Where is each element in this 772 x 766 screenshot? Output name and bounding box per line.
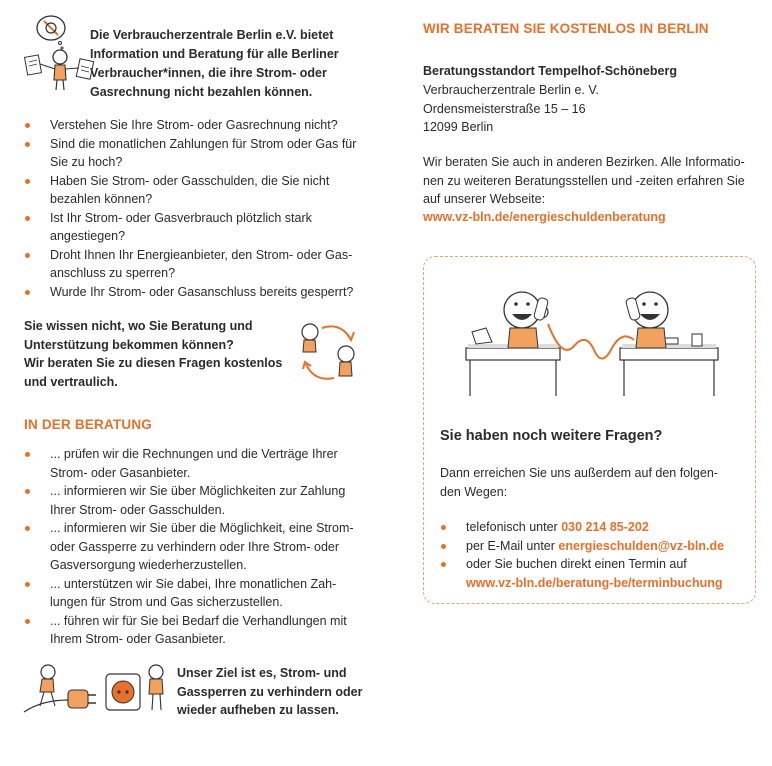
box-title: Sie haben noch weitere Fragen? [440, 428, 663, 444]
goal-text: Unser Ziel ist es, Strom- und Gassperren zu verhindern oder wieder aufheben zu lassen. [177, 666, 363, 717]
list-item: telefonisch unter 030 214 85-202 [438, 518, 748, 537]
beratung-heading: IN DER BERATUNG [24, 417, 153, 432]
contact-list [438, 518, 748, 592]
list-item: Ist Ihr Strom- oder Gasverbrauch plötzlich stark angestiegen? [22, 209, 367, 246]
list-item: ... führen wir für Sie bei Bedarf die Verhandlungen mit Ihrem Strom- oder Gasanbieter. [22, 612, 367, 649]
plug-socket-illustration [22, 660, 172, 718]
list-item: ... informieren wir Sie über Möglichkeiten zur Zahlung Ihrer Strom- oder Gasschulden. [22, 482, 367, 519]
phone-call-illustration [462, 280, 722, 400]
help-text: Sie wissen nicht, wo Sie Beratung und Unterstützung bekommen können? Wir beraten Sie zu diesen Fragen kostenlos und vertraulich. [24, 319, 283, 389]
website-link[interactable]: www.vz-bln.de/energieschuldenberatung [423, 210, 666, 224]
phone-link[interactable]: 030 214 85-202 [561, 520, 649, 534]
list-item: Sind die monatlichen Zahlungen für Strom oder Gas für Sie zu hoch? [22, 135, 367, 172]
right-heading: WIR BERATEN SIE KOSTENLOS IN BERLIN [423, 21, 709, 36]
list-item: oder Sie buchen direkt einen Termin auf www.vz-bln.de/beratung-be/terminbuchung [438, 555, 748, 592]
list-item: ... informieren wir Sie über die Möglichkeit, eine Strom- oder Gassperre zu verhindern oder Ihre Strom- oder Gasversorgung wiederherzustellen. [22, 519, 367, 575]
intro-text: Die Verbraucherzentrale Berlin e.V. bietet Information und Beratung für alle Berliner Verbraucher*innen, die ihre Strom- oder Gasrechnung nicht bezahlen können. [90, 28, 339, 99]
location-title: Beratungsstandort Tempelhof-Schöneberg [423, 64, 677, 78]
question-list [22, 116, 367, 301]
list-item: per E-Mail unter energieschulden@vz-bln.de [438, 537, 748, 556]
list-item: Droht Ihnen Ihr Energieanbieter, den Strom- oder Gas-anschluss zu sperren? [22, 246, 367, 283]
booking-link[interactable]: www.vz-bln.de/beratung-be/terminbuchung [466, 575, 723, 590]
other-districts-text: Wir beraten Sie auch in anderen Bezirken. Alle Informatio- nen zu weiteren Beratungsstellen und -zeiten erfahren Sie auf unserer Webseite: [423, 155, 745, 206]
list-item: Haben Sie Strom- oder Gasschulden, die Sie nicht bezahlen können? [22, 172, 367, 209]
list-item: Wurde Ihr Strom- oder Gasanschluss bereits gesperrt? [22, 283, 367, 302]
person-with-bills-illustration [18, 12, 100, 92]
list-item: ... prüfen wir die Rechnungen und die Verträge Ihrer Strom- oder Gasanbieter. [22, 445, 367, 482]
email-link[interactable]: energieschulden@vz-bln.de [558, 538, 725, 553]
address-block: Verbraucherzentrale Berlin e. V. Ordensmeisterstraße 15 – 16 12099 Berlin [423, 83, 600, 134]
list-item: Verstehen Sie Ihre Strom- oder Gasrechnung nicht? [22, 116, 367, 135]
beratung-list [22, 445, 367, 649]
box-intro: Dann erreichen Sie uns außerdem auf den folgen- den Wegen: [440, 466, 718, 499]
exchange-people-illustration [292, 318, 362, 386]
list-item: ... unterstützen wir Sie dabei, Ihre monatlichen Zah-lungen für Strom und Gas sicherzustellen. [22, 575, 367, 612]
